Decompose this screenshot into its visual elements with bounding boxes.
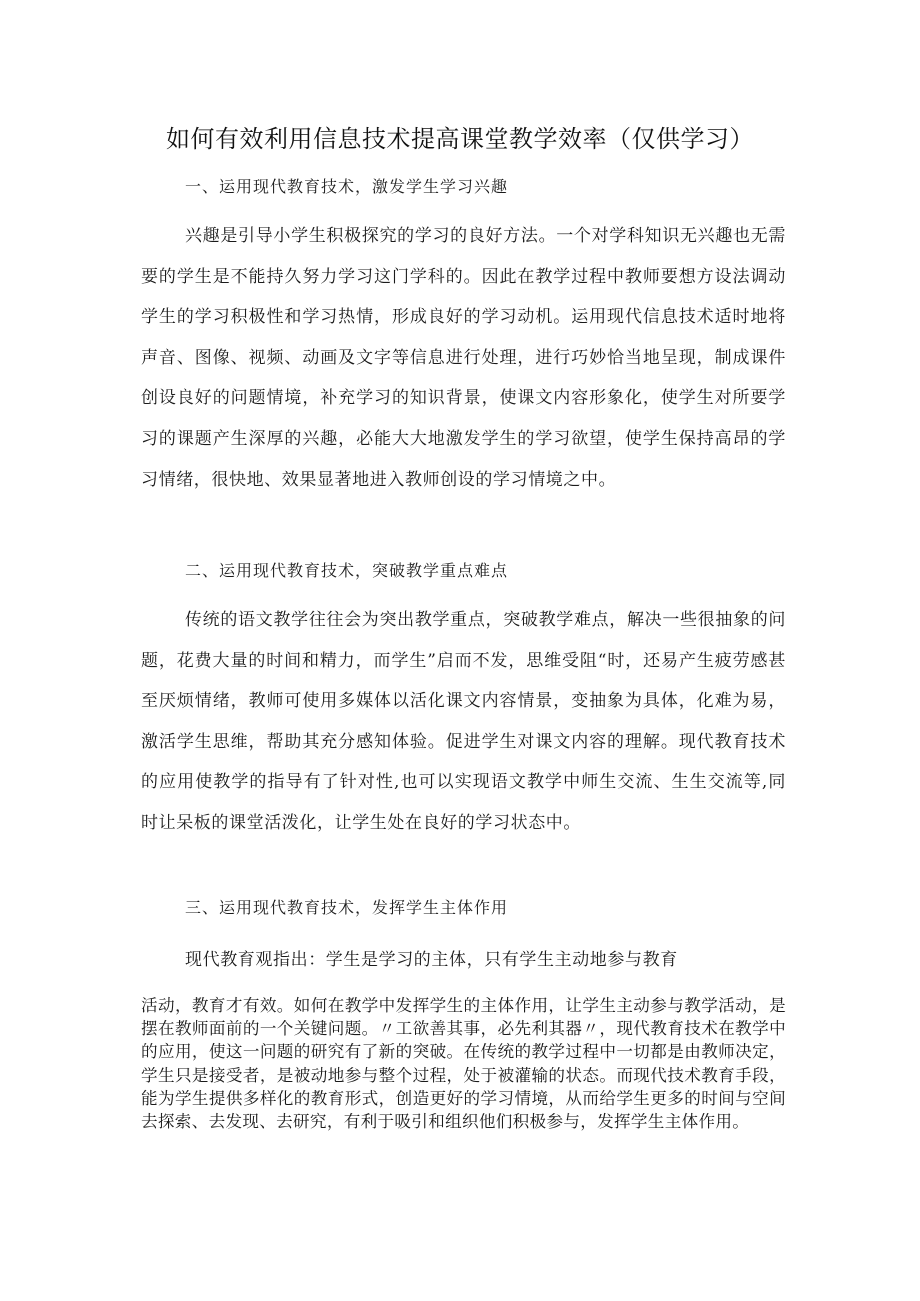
section-heading-2: 二、运用现代教育技术，突破教学重点难点	[185, 561, 509, 580]
section-paragraph-2: 传统的语文教学往往会为突出教学重点，突破教学难点，解决一些很抽象的问题，花费大量的时间和精力，而学生”启而不发，思维受阻“时，还易产生疲劳感甚至厌烦情绪，教师可使用多媒体以活化课文内容情景，变抽象为具体，化难为易，激活学生思维，帮助其充分感知体验。促进学生对课文内容的理解。现代教育技术的应用使教学的指导有了针对性,也可以实现语文教学中师生交流、生生交流等,同时让呆板的课堂活泼化，让学生处在良好的学习状态中。	[141, 610, 786, 833]
section-heading-3: 三、运用现代教育技术，发挥学生主体作用	[185, 898, 509, 917]
section-paragraph-3: 活动，教育才有效。如何在教学中发挥学生的主体作用，让学生主动参与教学活动，是摆在教师面前的一个关键问题。〃工欲善其事，必先利其器〃，现代教育技术在教学中的应用，使这一问题的研究有了新的突破。在传统的教学过程中一切都是由教师决定，学生只是接受者，是被动地参与整个过程，处于被灌输的状态。而现代技术教育手段，能为学生提供多样化的教育形式，创造更好的学习情境，从而给学生更多的时间与空间去探索、去发现、去研究，有利于吸引和组织他们积极参与，发挥学生主体作用。	[141, 996, 786, 1132]
section-lead-3: 现代教育观指出：学生是学习的主体，只有学生主动地参与教育	[185, 950, 678, 970]
section-paragraph-1: 兴趣是引导小学生积极探究的学习的良好方法。一个对学科知识无兴趣也无需要的学生是不能持久努力学习这门学科的。因此在教学过程中教师要想方设法调动学生的学习积极性和学习热情，形成良好的学习动机。运用现代信息技术适时地将声音、图像、视频、动画及文字等信息进行处理，进行巧妙恰当地呈现，制成课件创设良好的问题情境，补充学习的知识背景，使课文内容形象化，使学生对所要学习的课题产生深厚的兴趣，必能大大地激发学生的学习欲望，使学生保持高昂的学习情绪，很快地、效果显著地进入教师创设的学习情境之中。	[141, 226, 786, 490]
document-title: 如何有效利用信息技术提高课堂教学效率（仅供学习）	[166, 125, 754, 153]
section-heading-1: 一、运用现代教育技术，激发学生学习兴趣	[185, 177, 509, 196]
